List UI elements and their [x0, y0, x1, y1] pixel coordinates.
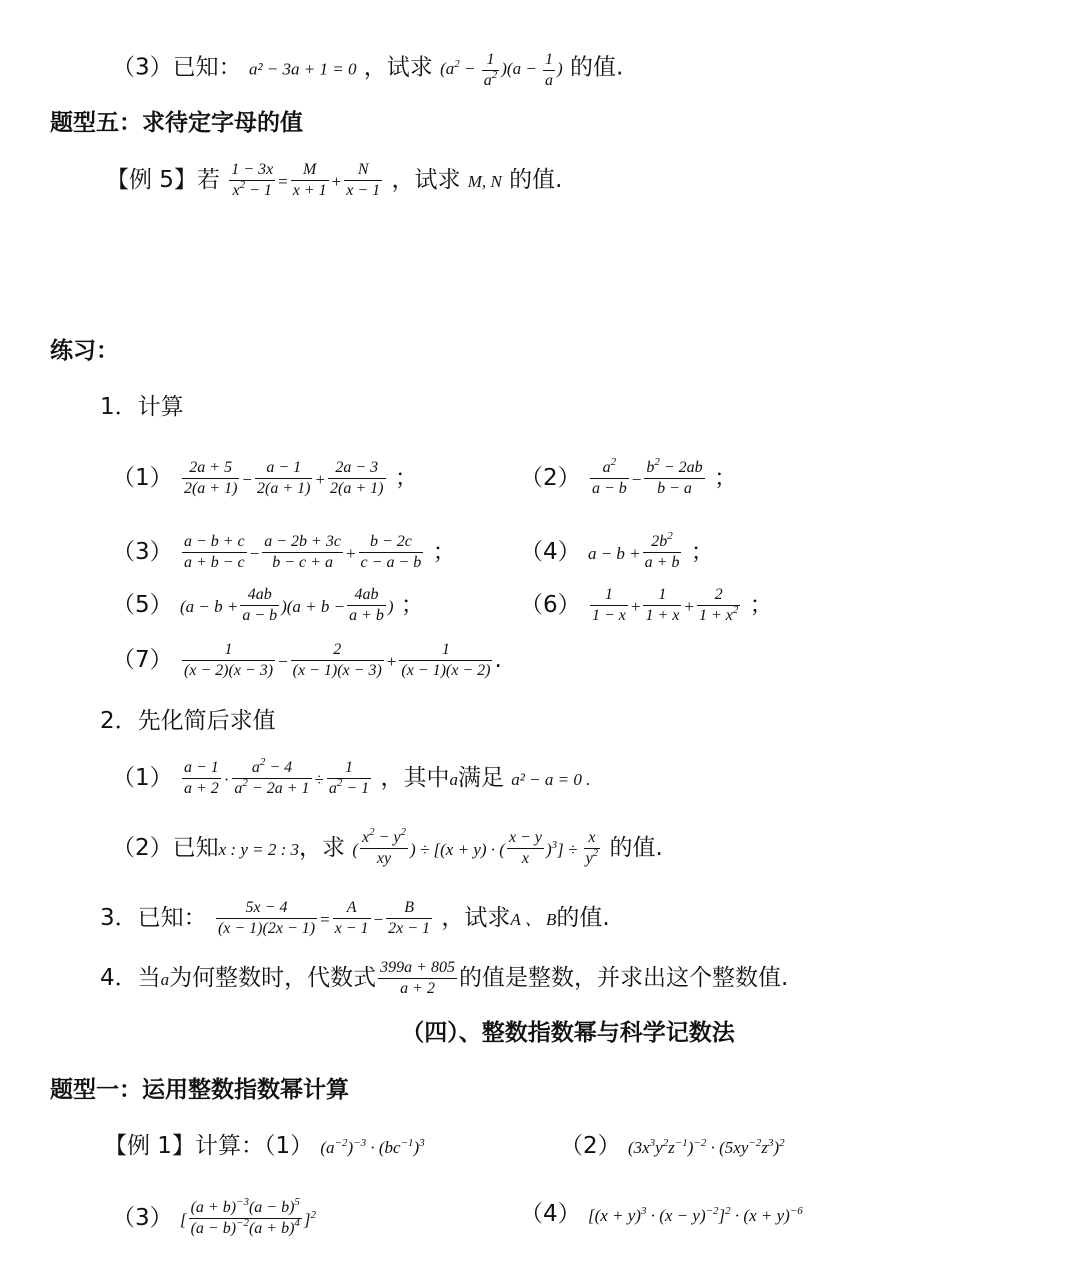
example-5-vars: M, N — [467, 172, 502, 191]
q2-item-1: （1） $\frac{a - 1}{a + 2}$ · $\frac{a^2 - 4}{a^2 - 2a + 1}$ ÷ $\frac{1}{a^2 - 1}$ ，其中a满足 a² − a = 0 . — [112, 756, 591, 797]
q2-item-1-mid: ，其中 — [380, 765, 450, 791]
q3-mid: ，试求 — [441, 905, 511, 931]
q4-var: a — [160, 970, 170, 989]
q1-item-7-label: （7） — [112, 647, 173, 673]
period: . — [494, 647, 502, 673]
example-1-line: 【例 1】计算：（1） $(a^{-2})^{-3} \cdot (bc^{-1})^3$ — [104, 1133, 425, 1159]
semicolon: ； — [394, 465, 418, 491]
semicolon: ； — [400, 592, 424, 618]
q2-item-2-tail: 的值. — [609, 835, 663, 861]
q3-vars: A 、 B — [510, 910, 557, 929]
q1-item-3: （3） $\frac{a - b + c}{a + b - c}$ − $\frac{a - 2b + 3c}{b - c + a}$ + $\frac{b - 2c}{c - a - b}$ ； — [112, 533, 456, 571]
example-1-item-2-label: （2） — [560, 1133, 621, 1159]
q1-item-1: （1） $\frac{2a + 5}{2(a + 1)}$ − $\frac{a - 1}{2(a + 1)}$ + $\frac{2a - 3}{2(a + 1)}$ ； — [112, 459, 418, 497]
q3-line: 3．已知： $\frac{5x - 4}{(x - 1)(2x - 1)}$ = $\frac{A}{x - 1}$ − $\frac{B}{2x - 1}$ ，试求A 、 B的值. — [100, 899, 610, 937]
exercise-3-mid: ，试求 — [363, 54, 433, 81]
example-1-item-4: （4） $[(x + y)^3 \cdot (x - y)^{-2}]^2 \cdot (x + y)^{-6}$ — [520, 1201, 803, 1227]
q4-label: 4．当 — [100, 965, 161, 991]
exercise-3-tail: 的值. — [570, 54, 624, 81]
example-1-item-2: （2） $(3x^3y^2z^{-1})^{-2} \cdot (5xy^{-2}z^3)^2$ — [560, 1133, 785, 1159]
q2-item-2-mid: ，求 — [299, 835, 346, 861]
q4-tail: 的值是整数，并求出这个整数值. — [458, 965, 789, 991]
exercise-3-expression: ($a^2$ − $\frac{1}{a^2}$ )(a − $\frac{1}{a}$ ) — [440, 51, 563, 89]
semicolon: ； — [713, 465, 737, 491]
q1-item-4: （4） a − b + $\frac{2b^2}{a + b}$ ； — [520, 530, 714, 571]
q1-item-5: （5） (a − b + $\frac{4ab}{a - b}$ )(a + b − $\frac{4ab}{a + b}$ ) ； — [112, 586, 424, 624]
q3-label: 3．已知： — [100, 905, 207, 931]
q1-item-3-label: （3） — [112, 539, 173, 565]
q2-item-2-label: （2）已知 — [112, 835, 219, 861]
section-4-title: （四）、整数指数幂与科学记数法 — [401, 1020, 735, 1046]
exercise-3-condition: a² − 3a + 1 = 0 — [248, 59, 357, 79]
q1-item-5-label: （5） — [112, 592, 173, 618]
q2-item-1-label: （1） — [112, 765, 173, 791]
q2-item-1-tail: 满足 — [457, 765, 504, 791]
example-5-tail: 的值. — [509, 167, 563, 193]
type1-heading: 题型一：运用整数指数幂计算 — [50, 1077, 349, 1103]
q1-item-7: （7） $\frac{1}{(x - 2)(x - 3)}$ − $\frac{2}{(x - 1)(x - 3)}$ + $\frac{1}{(x - 1)(x - 2)}$ . — [112, 641, 502, 679]
example-1-item-3: （3） [ $\frac{(a + b)^{-3}(a - b)^5}{(a - b)^{-2}(a + b)^4}$ ]$^2$ — [112, 1196, 317, 1237]
q1-item-2-label: （2） — [520, 465, 581, 491]
exercise-3-label: （3）已知： — [112, 54, 242, 81]
q4-mid: 为何整数时，代数式 — [169, 965, 377, 991]
type5-heading: 题型五：求待定字母的值 — [50, 110, 303, 136]
example-5-line: 【例 5】若 $\frac{1 - 3x}{x^2 - 1}$ = $\frac{M}{x + 1}$ + $\frac{N}{x - 1}$ ，试求 M, N 的值. — [106, 161, 563, 199]
example-5-mid: ，试求 — [391, 167, 461, 193]
q2-label: 2．先化简后求值 — [100, 708, 276, 734]
exercise-3-line — [112, 50, 623, 91]
q1-item-4-label: （4） — [520, 539, 581, 565]
q2-item-2-condition: x : y = 2 : 3 — [218, 840, 300, 859]
q2-item-1-var: a — [449, 770, 458, 789]
q1-item-2: （2） $\frac{a^2}{a - b}$ − $\frac{b^2 - 2ab}{b - a}$ ； — [520, 456, 737, 497]
example-5-label: 【例 5】若 — [106, 167, 220, 193]
example-1-item-4-label: （4） — [520, 1201, 581, 1227]
q3-tail: 的值. — [556, 905, 610, 931]
q2-item-1-condition: a² − a = 0 . — [511, 770, 591, 789]
semicolon: ； — [749, 592, 773, 618]
example-1-label: 【例 1】计算：（1） — [104, 1133, 314, 1159]
semicolon: ； — [432, 539, 456, 565]
q1-item-6: （6） $\frac{1}{1 - x}$ + $\frac{1}{1 + x}$ + $\frac{2}{1 + x^2}$ ； — [520, 586, 773, 624]
example-1-item-3-label: （3） — [112, 1205, 173, 1231]
semicolon: ； — [690, 539, 714, 565]
practice-heading: 练习： — [50, 338, 119, 364]
q1-item-6-label: （6） — [520, 592, 581, 618]
q1-item-1-label: （1） — [112, 465, 173, 491]
q4-line: 4．当a为何整数时，代数式 $\frac{399a + 805}{a + 2}$ 的值是整数，并求出这个整数值. — [100, 959, 789, 997]
q2-item-2: （2）已知x : y = 2 : 3，求 ( $\frac{x^2 - y^2}{xy}$ ) ÷ [(x + y) · ( $\frac{x - y}{x}$ )$^3$] ÷ $\frac{x}{y^2}$ 的值. — [112, 826, 663, 867]
q1-label: 1．计算 — [100, 394, 184, 420]
